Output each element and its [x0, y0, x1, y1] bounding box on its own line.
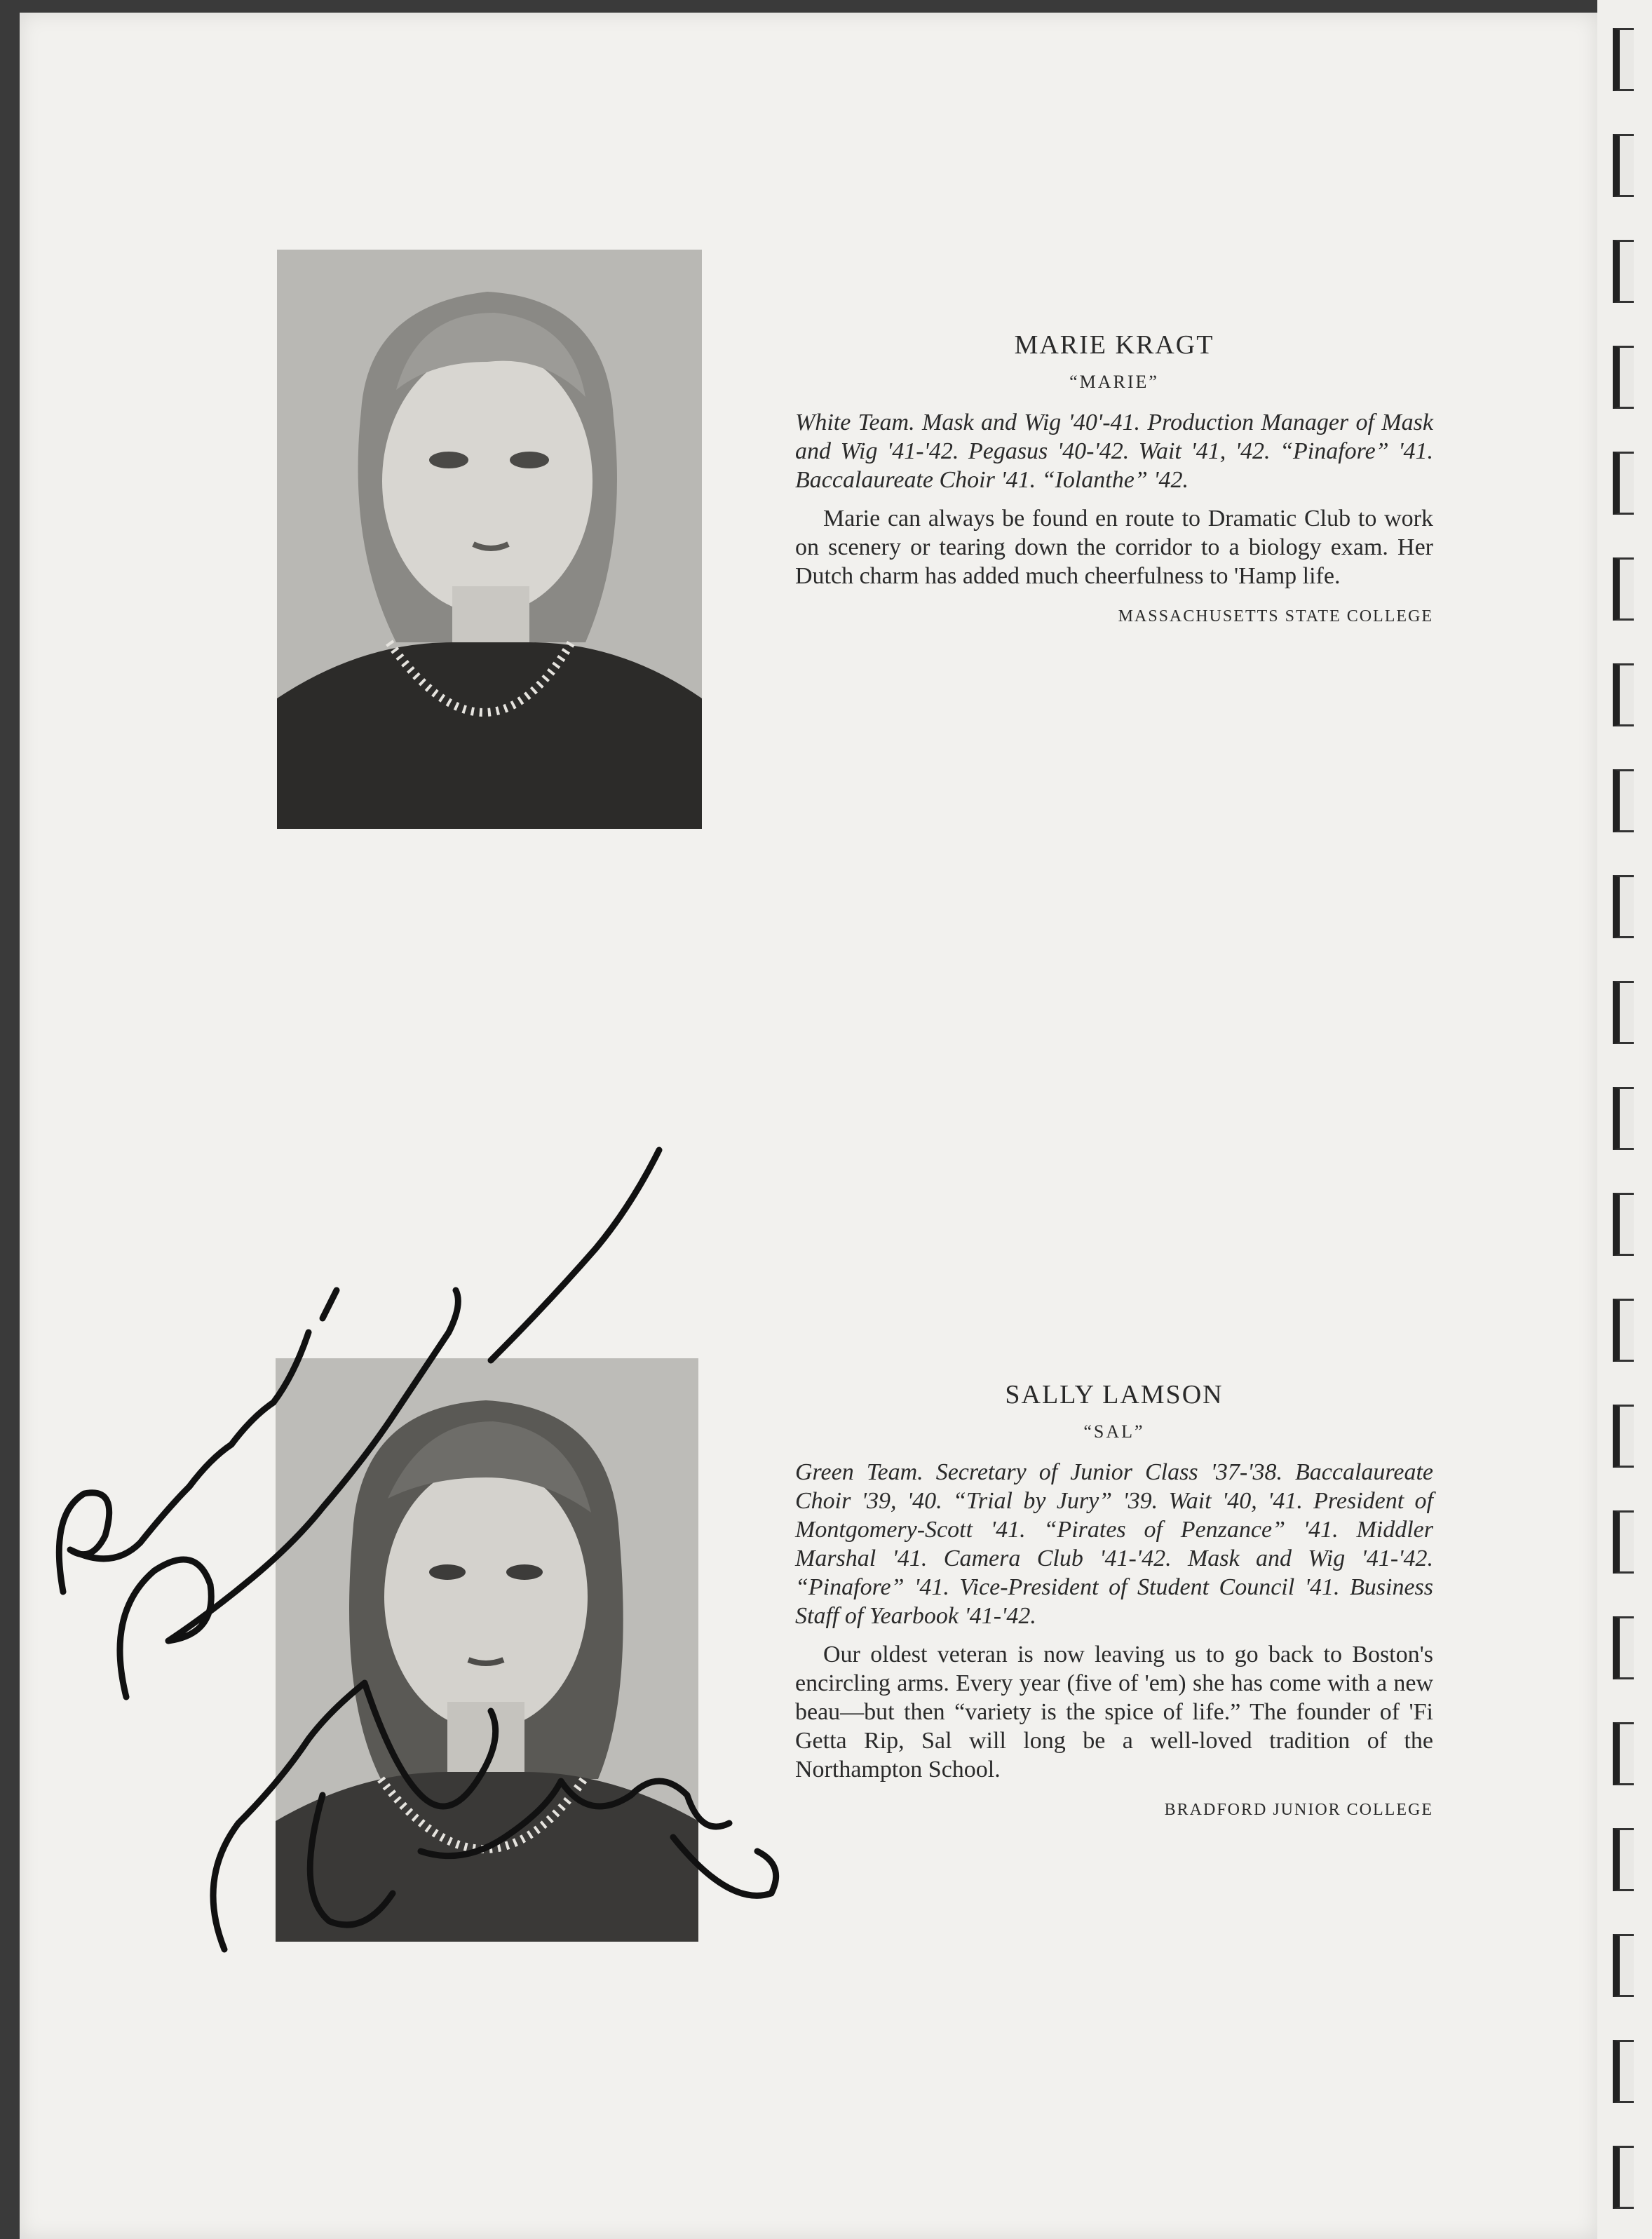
binding-slot: [1613, 346, 1634, 409]
binding-slot: [1613, 663, 1634, 726]
binding-slot: [1613, 557, 1634, 621]
binding-slot: [1613, 1193, 1634, 1256]
binding-slot: [1613, 2040, 1634, 2103]
student-nickname: “MARIE”: [1069, 372, 1159, 392]
binding-slot: [1613, 1087, 1634, 1150]
binding-slot: [1613, 1616, 1634, 1679]
student-college: BRADFORD JUNIOR COLLEGE: [1164, 1801, 1433, 1819]
binding-slot: [1613, 240, 1634, 303]
entry-marie-kragt: [795, 330, 1433, 626]
binding-slot: [1613, 1828, 1634, 1891]
portrait-photo-marie: [277, 250, 702, 829]
entry-sally-lamson: [795, 1379, 1433, 1820]
student-name: SALLY LAMSON: [1005, 1380, 1224, 1409]
binding-slot: [1613, 1934, 1634, 1997]
student-college: MASSACHUSETTS STATE COLLEGE: [1118, 607, 1433, 625]
binding-slot: [1613, 1510, 1634, 1574]
student-activities: Green Team. Secretary of Junior Class '37-'38. Baccalaureate Choir '39, '40. “Trial by Jury” '39. Wait '40, '41. President of Montgomery-Scott '41. “Pirates of Penzance” '41. Middler Marshal '41. Camera Club '41-'42. Mask and Wig '41-'42. “Pinafore” '41. Vice-President of Student Council '41. Business Staff of Yearbook '41-'42.: [795, 1459, 1433, 1629]
binding-slot: [1613, 134, 1634, 197]
binding-slot: [1613, 1299, 1634, 1362]
student-activities: White Team. Mask and Wig '40'-41. Production Manager of Mask and Wig '41-'42. Pegasus '40-'42. Wait '41, '42. “Pinafore” '41. Baccalaureate Choir '41. “Iolanthe” '42.: [795, 410, 1433, 493]
student-name: MARIE KRAGT: [1014, 330, 1214, 360]
portrait-photo-sally: [276, 1358, 698, 1942]
binding-slot: [1613, 981, 1634, 1044]
binding-slot: [1613, 28, 1634, 91]
binding-slot: [1613, 769, 1634, 832]
binding-slot: [1613, 875, 1634, 938]
student-description: Marie can always be found en route to Dramatic Club to work on scenery or tearing down the corridor to a biology exam. Her Dutch charm has added much cheerfulness to 'Hamp life.: [795, 506, 1433, 589]
binding-slot: [1613, 1722, 1634, 1785]
student-nickname: “SAL”: [1083, 1421, 1145, 1442]
binding-slot: [1613, 452, 1634, 515]
student-description: Our oldest veteran is now leaving us to go back to Boston's encircling arms. Every year (five of 'em) she has come with a new beau—but then “variety is the spice of life.” The founder of 'Fi Getta Rip, Sal will long be a well-loved tradition of the Northampton School.: [795, 1642, 1433, 1783]
binding-slot: [1613, 2146, 1634, 2209]
binding-slot: [1613, 1405, 1634, 1468]
